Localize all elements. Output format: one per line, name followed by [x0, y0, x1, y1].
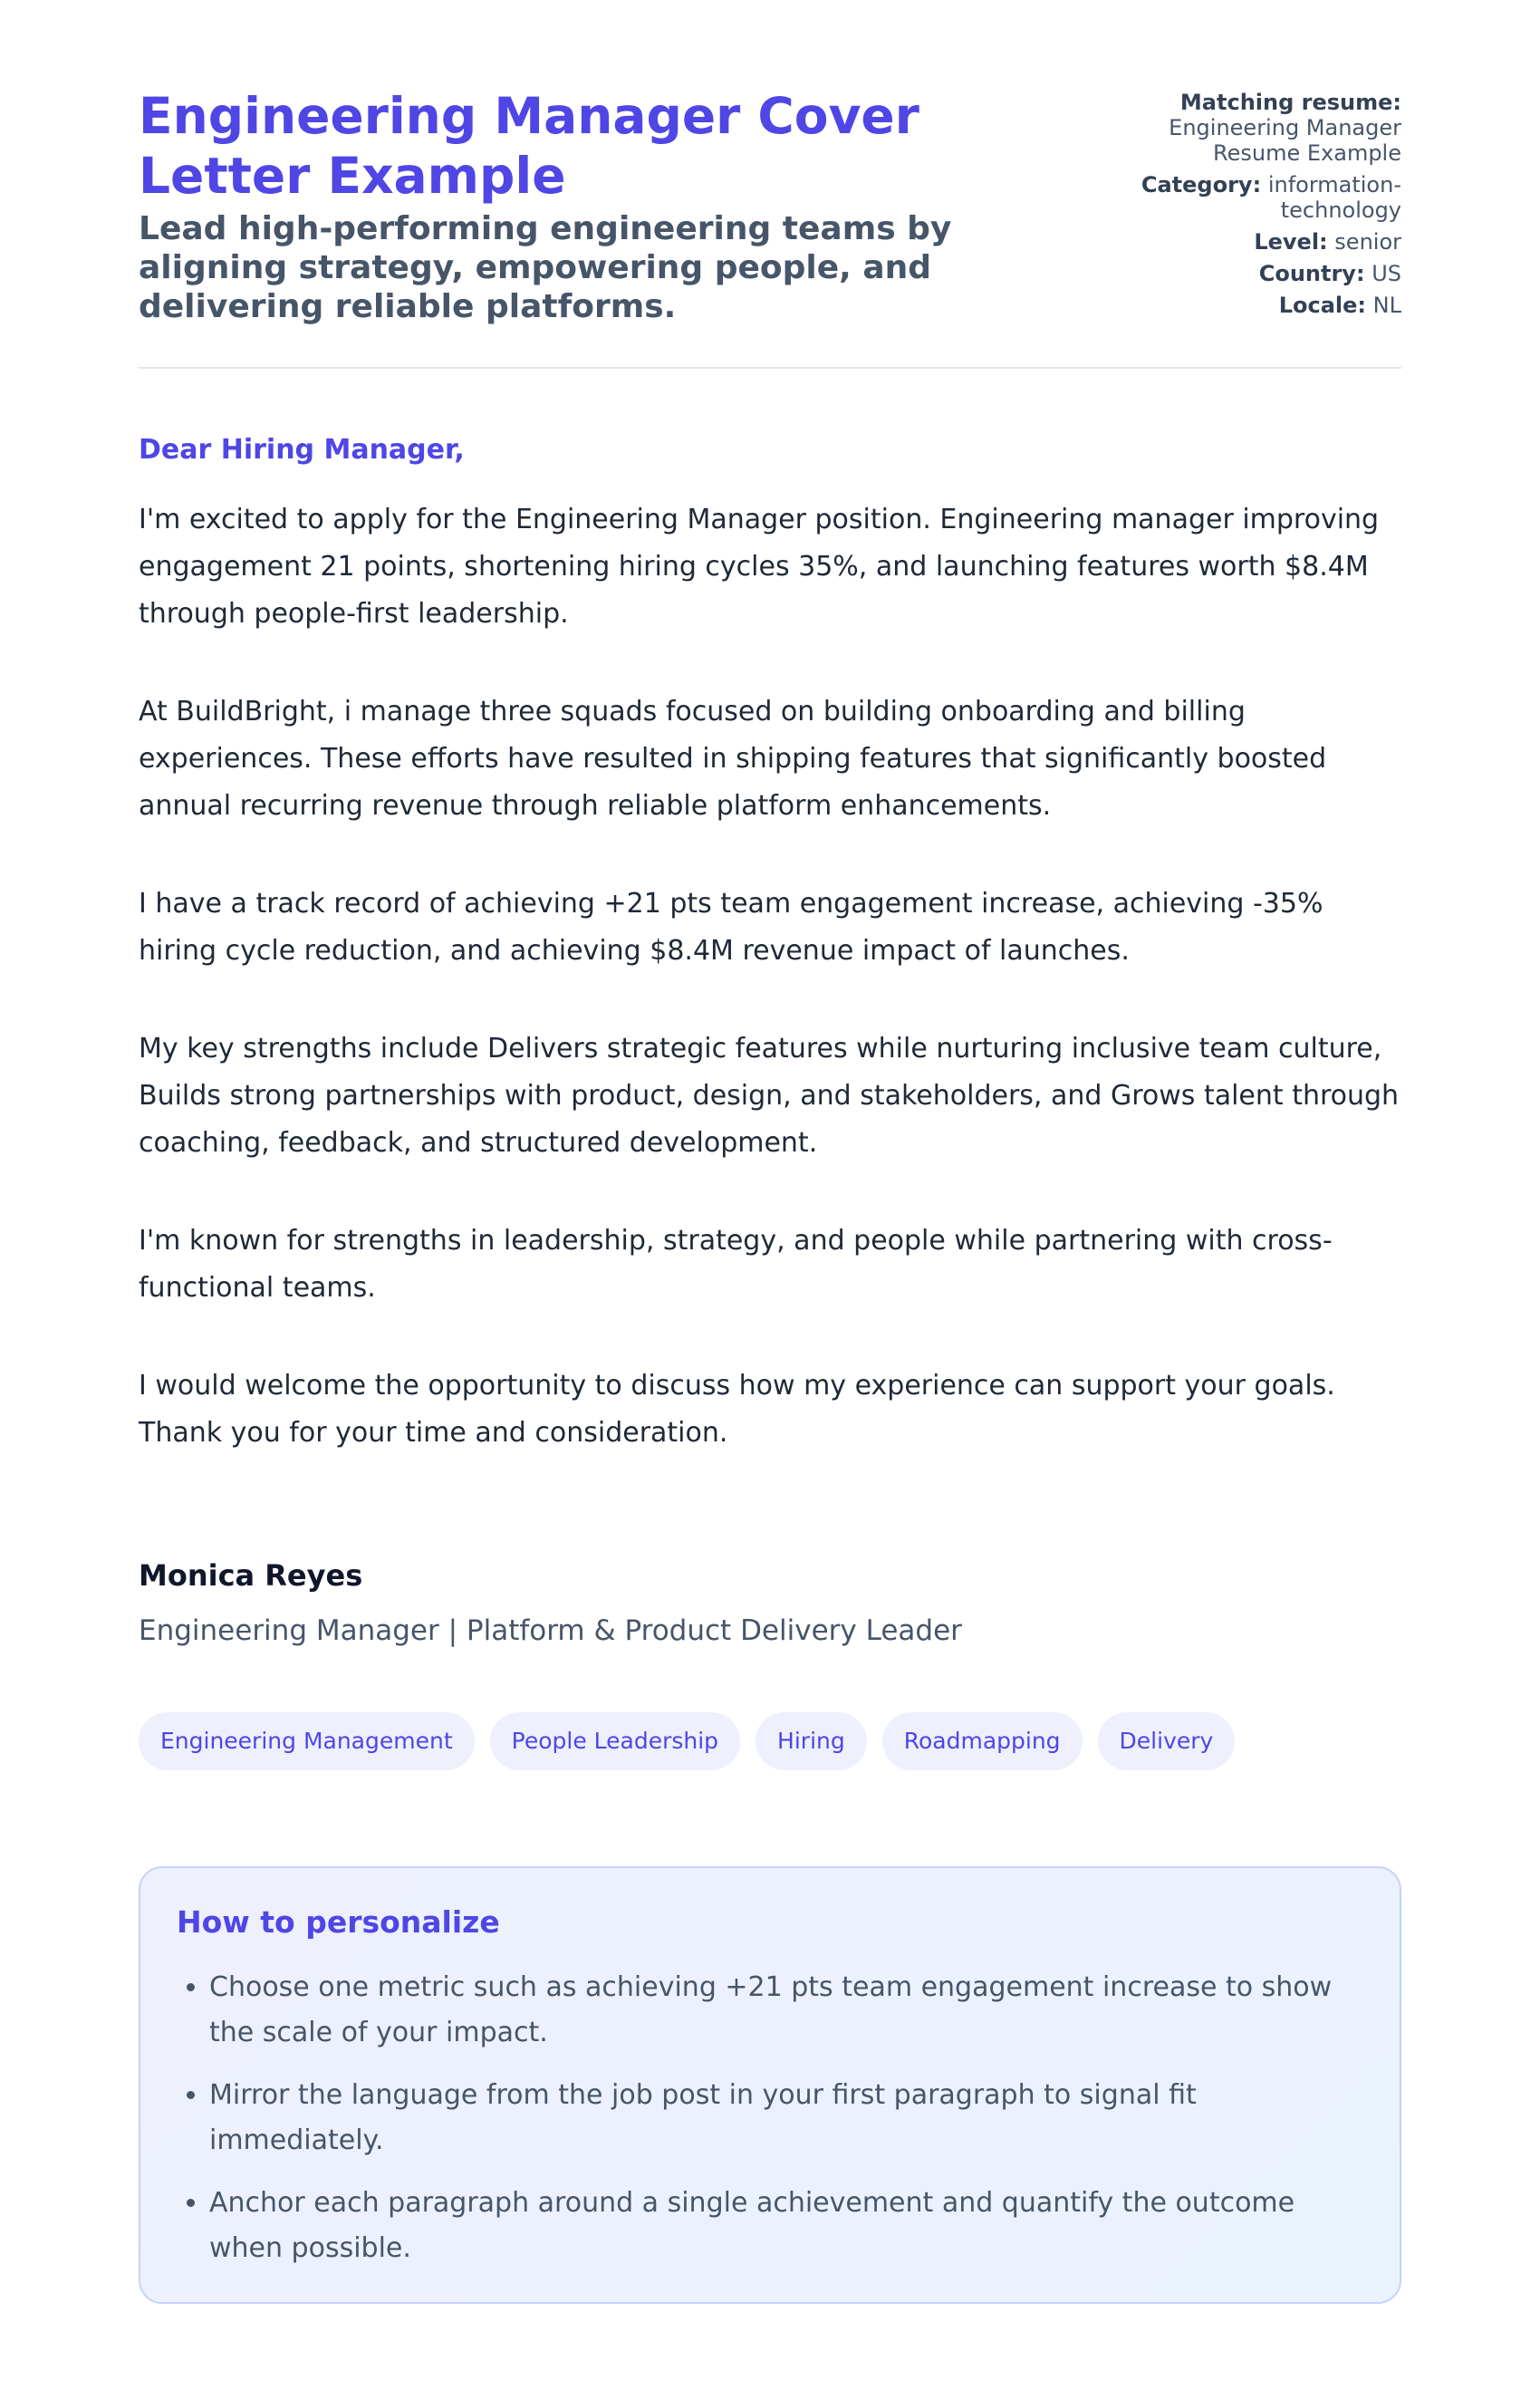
meta-locale-value: NL: [1372, 293, 1401, 318]
tips-list: [177, 1965, 1363, 2271]
letter-paragraph: I'm excited to apply for the Engineering Manager position. Engineering manager improving engagement 21 points, shortening hiring cycles 35%, and launching features worth $8.4M through people-first leadership.: [139, 504, 1380, 630]
letter-body: [139, 434, 1401, 1457]
title-block: [139, 86, 1044, 326]
meta-locale-label: Locale:: [1278, 293, 1367, 318]
letter-paragraph: My key strengths include Delivers strategic features while nurturing inclusive team culture, Builds strong partnerships with product, design, and stakeholders, and Grows talent through coaching, feedback, and structured development.: [139, 1033, 1400, 1159]
tip-item: • Mirror the language from the job post in your first paragraph to signal fit immediately.: [209, 2073, 1363, 2163]
tips-heading: How to personalize: [177, 1904, 500, 1940]
signature-role: Engineering Manager | Platform & Product Delivery Leader: [139, 1614, 962, 1647]
page-subtitle: Lead high-performing engineering teams by aligning strategy, empowering people, and delivering reliable platforms.: [139, 210, 952, 325]
meta-level-value: senior: [1334, 229, 1401, 255]
meta-category-label: Category:: [1141, 172, 1262, 198]
meta-matching-resume-label: Matching resume:: [1179, 90, 1401, 115]
letter-paragraph: I have a track record of achieving +21 pts team engagement increase, achieving -35% hiring cycle reduction, and achieving $8.4M revenue impact of launches.: [139, 888, 1323, 967]
tip-item: • Anchor each paragraph around a single achievement and quantify the outcome when possible.: [209, 2181, 1363, 2271]
meta-country-label: Country:: [1258, 261, 1365, 286]
meta-panel: [1075, 86, 1401, 324]
skill-tag: Hiring: [756, 1712, 867, 1770]
skill-tags: [139, 1712, 1401, 1770]
page-header: [139, 86, 1401, 369]
letter-paragraph: I'm known for strengths in leadership, strategy, and people while partnering with cross-functional teams.: [139, 1225, 1333, 1304]
meta-locale-row: [1075, 293, 1401, 318]
personalize-tips-box: [139, 1866, 1401, 2304]
meta-matching-resume-row: [1075, 115, 1401, 166]
signature-block: [139, 1558, 1401, 1647]
meta-country-row: [1075, 261, 1401, 286]
meta-category-value: information-technology: [1267, 172, 1401, 223]
skill-tag: Engineering Management: [139, 1712, 475, 1770]
meta-level-row: [1075, 229, 1401, 255]
meta-country-value: US: [1372, 261, 1401, 286]
meta-category-row: [1075, 172, 1401, 223]
skill-tag: People Leadership: [490, 1712, 740, 1770]
skill-tag: Roadmapping: [882, 1712, 1083, 1770]
tip-item: • Choose one metric such as achieving +21 pts team engagement increase to show the scale of your impact.: [209, 1965, 1363, 2056]
letter-paragraph: At BuildBright, i manage three squads focused on building onboarding and billing experiences. These efforts have resulted in shipping features that significantly boosted annual recurring revenue through reliable platform enhancements.: [139, 696, 1327, 822]
meta-matching-resume-value: Engineering Manager Resume Example: [1169, 115, 1401, 166]
page-title: Engineering Manager Cover Letter Example: [139, 87, 919, 205]
meta-level-label: Level:: [1254, 229, 1328, 255]
signature-name: Monica Reyes: [139, 1558, 363, 1593]
meta-matching-resume-label-row: [1075, 90, 1401, 115]
letter-greeting: Dear Hiring Manager,: [139, 434, 465, 466]
skill-tag: Delivery: [1098, 1712, 1236, 1770]
letter-paragraph: I would welcome the opportunity to discuss how my experience can support your goals. Thank you for your time and consideration.: [139, 1370, 1335, 1449]
